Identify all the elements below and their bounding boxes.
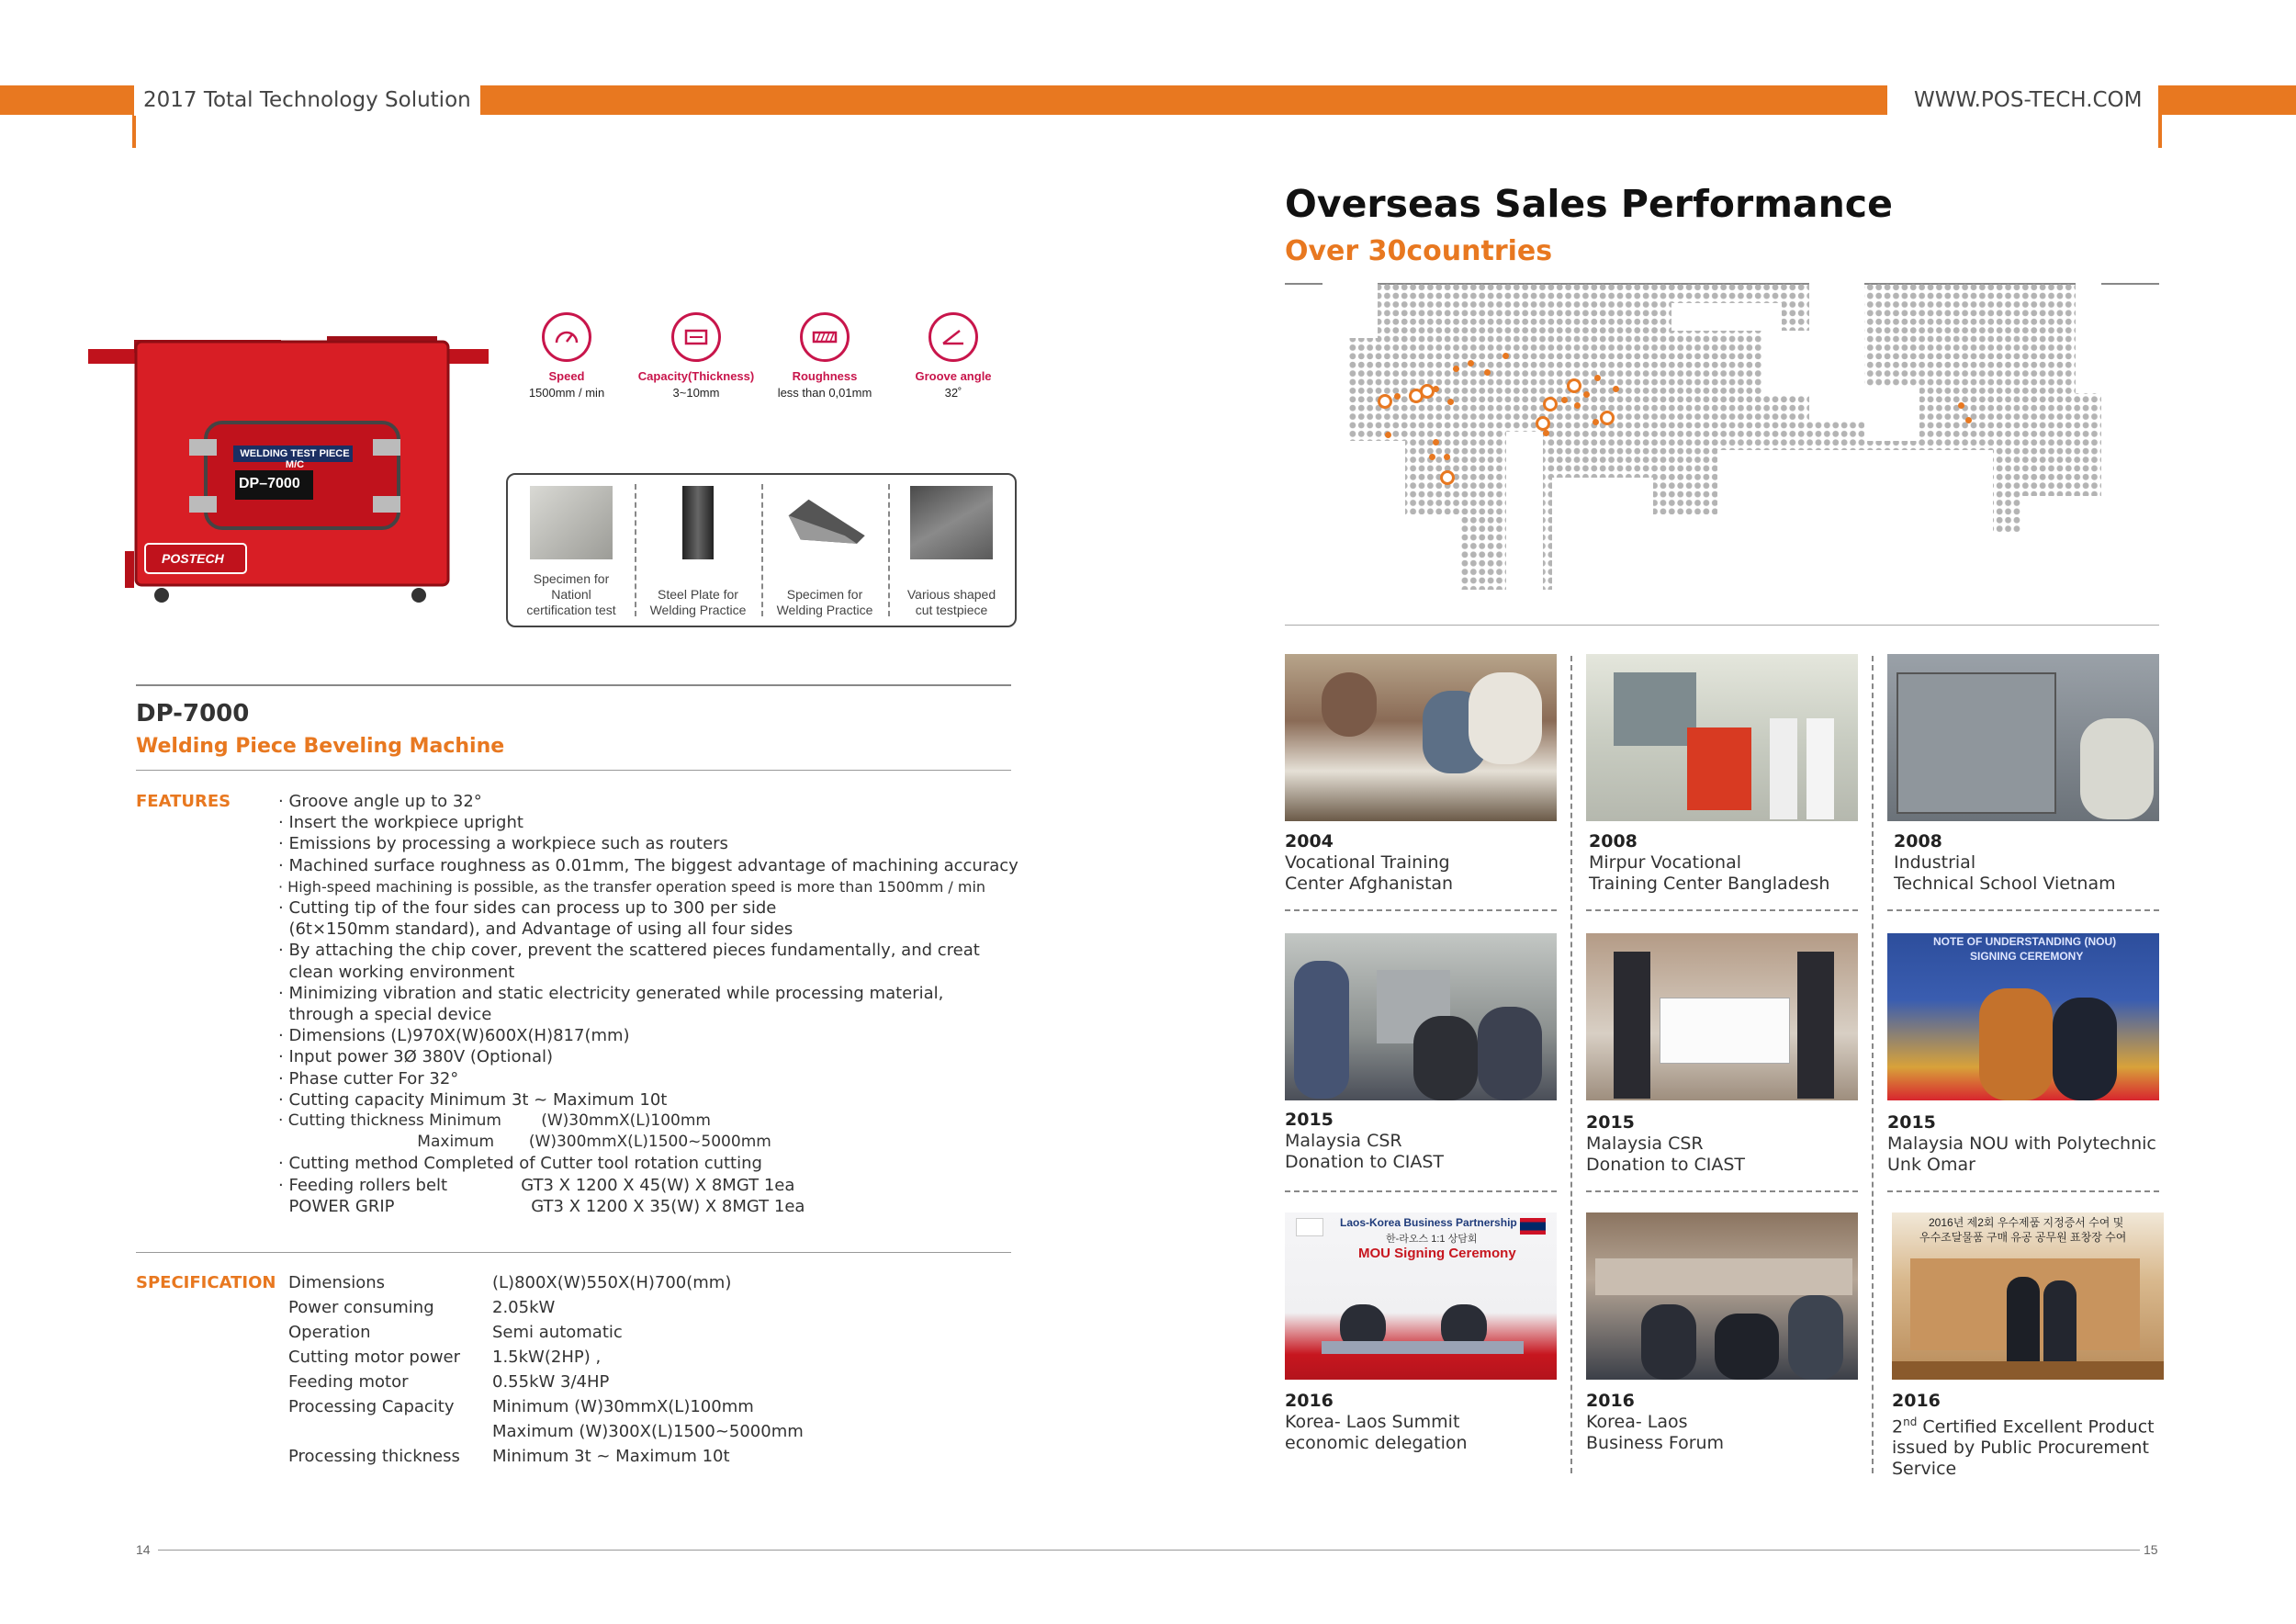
divider [136,1252,1011,1253]
specimen-steel-image [682,486,714,559]
feature-item: · Groove angle up to 32° [278,792,482,811]
spec-speed-label: Speed [548,369,585,383]
photo-bangladesh [1586,654,1858,821]
caption-line: Industrial [1894,852,1976,873]
header-band-middle [455,85,1887,115]
spec-row [288,1422,804,1441]
laos-flag-icon [1520,1218,1546,1235]
mou-banner-title: MOU Signing Ceremony [1358,1246,1516,1261]
mou-banner-header: Laos-Korea Business Partnership [1340,1216,1517,1229]
caption-year: 2016 [1892,1391,1941,1411]
caption-line: issued by Public Procurement [1892,1438,2149,1459]
caption-line [1892,1412,2167,1438]
spec-name: Power consuming [288,1298,434,1317]
map-marker [1468,360,1474,367]
map-marker [1583,391,1590,398]
map-marker [1561,397,1568,403]
header-band-right [2158,85,2296,115]
divider [136,684,1011,686]
caption-year: 2015 [1887,1112,1936,1133]
page-number-left: 14 [136,1542,151,1557]
thickness-icon [671,312,721,362]
divider [136,770,1011,771]
map-marker [1593,419,1599,425]
page-subtitle: Over 30countries [1285,235,1553,267]
spec-row [288,1323,623,1342]
spec-groove-value: 32˚ [944,386,962,400]
caption-year: 2016 [1285,1391,1334,1411]
spec-value: Minimum (W)30mmX(L)100mm [492,1397,754,1416]
map-marker [1574,402,1581,409]
spec-value: Maximum (W)300X(L)1500~5000mm [492,1422,804,1441]
map-ocean [1322,283,1378,338]
photo-caption [1285,1391,1560,1454]
caption-line: Service [1892,1459,1957,1480]
spec-row [288,1397,754,1416]
caption-line: Business Forum [1586,1433,1725,1453]
machine-label-plate: WELDING TEST PIECE M/C [240,448,350,470]
caption-year: 2016 [1586,1391,1635,1411]
map-ocean [1506,432,1543,590]
map-ocean [1717,450,1993,590]
cert-banner-line1: 2016년 제2회 우수제품 지정증서 수여 및 [1929,1216,2124,1229]
spec-groove-angle [884,312,1022,400]
divider [1570,656,1572,1473]
map-marker [1447,399,1454,405]
feature-item: · Cutting thickness Minimum (W)30mmX(L)100mm [278,1111,711,1131]
caption-line: Korea- Laos Summit [1285,1412,1460,1432]
features-label: FEATURES [136,792,231,811]
feature-item: · High-speed machining is possible, as the transfer operation speed is more than 1500mm / min [278,877,986,896]
speedometer-icon [542,312,591,362]
photo-caption [1887,1112,2163,1176]
page-number-right: 15 [2144,1542,2158,1557]
map-marker [1394,393,1401,400]
feature-item: · Cutting tip of the four sides can process up to 300 per side [278,898,777,919]
caption-line: Training Center Bangladesh [1589,874,1830,894]
photo-korea-laos-forum [1586,1212,1858,1380]
map-marker [1385,432,1391,438]
nou-banner-title: NOTE OF UNDERSTANDING (NOU) [1933,935,2117,948]
spec-row [288,1348,601,1367]
specimen-text: cut testpiece [915,603,988,617]
map-marker [1567,378,1581,393]
photo-malaysia-csr-1 [1285,933,1557,1100]
spec-value: 2.05kW [492,1298,556,1317]
mou-banner-korean: 한-라오스 1:1 상담회 [1386,1234,1478,1245]
korea-flag-icon [1296,1218,1323,1236]
caption-line: Donation to CIAST [1586,1155,1746,1175]
spec-value: 1.5kW(2HP) , [492,1348,602,1367]
specimen-text: Welding Practice [649,603,747,617]
spec-name: Processing Capacity [288,1397,455,1416]
feature-item: · Cutting capacity Minimum 3t ~ Maximum 10t [278,1089,668,1110]
feature-item: · Machined surface roughness as 0.01mm, The biggest advantage of machining accuracy [278,855,1019,875]
header-url[interactable]: WWW.POS-TECH.COM [1905,85,2152,116]
specimen-item [635,475,761,626]
photo-malaysia-nou [1887,933,2159,1100]
map-marker [1444,454,1450,460]
cert-ordinal: 2 [1892,1416,1904,1438]
map-ocean [1322,441,1405,590]
spec-capacity-label: Capacity(Thickness) [637,369,755,383]
map-marker [1378,394,1392,409]
map-ocean [1763,331,1809,395]
divider [1285,1190,1557,1192]
photo-malaysia-csr-2 [1586,933,1858,1100]
caption-line: Donation to CIAST [1285,1152,1445,1172]
divider [1887,909,2159,911]
map-marker [1420,384,1435,399]
photo-caption [1586,1112,1862,1176]
map-marker [1965,417,1972,423]
cert-ordinal-suffix: nd [1903,1415,1918,1428]
header-tick-right [2158,85,2162,148]
photo-certified-product [1892,1212,2164,1380]
specimen-text: certification test [526,603,616,617]
feature-item: · Feeding rollers belt GT3 X 1200 X 45(W) X 8MGT 1ea [278,1175,795,1195]
features-list [278,791,1019,1217]
map-ocean [1653,514,1717,590]
specimen-item [888,475,1015,626]
nou-banner-sub: SIGNING CEREMONY [1970,950,2084,963]
spec-name: Operation [288,1323,371,1342]
cert-banner-line2: 우수조달물품 구매 유공 공무원 표창장 수여 [1919,1231,2127,1244]
page-title: Overseas Sales Performance [1285,182,1893,226]
spec-row [288,1372,609,1392]
feature-item: clean working environment [278,962,515,982]
photo-vietnam [1887,654,2159,821]
feature-item: POWER GRIP GT3 X 1200 X 35(W) X 8MGT 1ea [278,1196,805,1216]
caption-year: 2008 [1589,831,1638,851]
photo-caption [1285,1110,1560,1173]
map-marker [1543,430,1549,436]
feature-item: · Minimizing vibration and static electricity generated while processing material, [278,983,944,1003]
divider [1586,1190,1858,1192]
caption-year: 2015 [1285,1110,1334,1130]
map-marker [1600,411,1615,425]
spec-value: (L)800X(W)550X(H)700(mm) [492,1273,732,1292]
spec-name: Cutting motor power [288,1348,461,1367]
header-band-left [0,85,136,115]
spec-row [288,1447,730,1466]
specimen-item [508,475,635,626]
feature-item: · Input power 3Ø 380V (Optional) [278,1047,554,1067]
specimen-item [761,475,888,626]
spec-name: Feeding motor [288,1372,409,1392]
divider [1586,909,1858,911]
feature-item: · By attaching the chip cover, prevent the scattered pieces fundamentally, and creat [278,941,980,961]
caption-year: 2015 [1586,1112,1635,1133]
map-ocean [1405,514,1460,590]
spec-capacity-value: 3~10mm [672,386,720,400]
caption-line: Mirpur Vocational [1589,852,1741,873]
map-marker [1433,439,1439,445]
spec-roughness-value: less than 0,01mm [777,386,872,400]
feature-item: · Dimensions (L)970X(W)600X(H)817(mm) [278,1026,630,1046]
caption-line: Unk Omar [1887,1155,1975,1175]
map-ocean [1809,283,1864,421]
spec-roughness-label: Roughness [792,369,858,383]
divider [1285,625,2159,626]
specimen-text: Nationl [551,587,591,602]
product-subtitle: Welding Piece Beveling Machine [136,735,505,758]
spec-roughness [756,312,894,400]
map-marker [1613,386,1619,392]
caption-line: Malaysia CSR [1285,1131,1402,1151]
spec-row [288,1273,731,1292]
specimen-plate-image [530,486,613,559]
photo-caption [1894,831,2169,895]
map-ocean [1552,478,1653,590]
specimen-text: Specimen for [786,587,863,602]
map-ocean [2076,283,2101,393]
map-ocean [1993,533,2030,590]
specimen-bevel-image [774,491,875,556]
feature-item: · Insert the workpiece upright [278,813,523,833]
specification-label: SPECIFICATION [136,1273,276,1292]
map-marker [1429,454,1435,460]
spec-speed [498,312,636,400]
spec-name: Processing thickness [288,1447,460,1466]
spec-capacity [627,312,765,400]
feature-item: through a special device [278,1005,492,1025]
photo-caption [1589,831,1864,895]
header-title: 2017 Total Technology Solution [134,85,480,116]
machine-model-badge: DP–7000 [239,476,300,491]
divider [1887,1190,2159,1192]
spec-speed-value: 1500mm / min [528,386,605,400]
specimen-cut-image [910,486,993,559]
map-marker [1536,416,1550,431]
angle-icon [929,312,978,362]
map-ocean [1864,386,1919,441]
feature-item: · Cutting method Completed of Cutter tool rotation cutting [278,1154,762,1174]
spec-value: 0.55kW 3/4HP [492,1372,610,1392]
specimen-text: Steel Plate for [658,587,738,602]
photo-afghanistan [1285,654,1557,821]
machine-image [88,331,489,606]
spec-groove-label: Groove angle [915,369,992,383]
specimen-text: Specimen for [533,571,610,586]
map-marker [1958,402,1964,409]
spec-row [288,1298,555,1317]
map-marker [1543,397,1558,412]
feature-item: · Phase cutter For 32° [278,1068,459,1088]
spec-value: Semi automatic [492,1323,623,1342]
map-marker [1594,375,1601,381]
map-marker [1453,366,1459,372]
map-ocean [2020,496,2101,590]
feature-item: Maximum (W)300mmX(L)1500~5000mm [278,1133,771,1152]
footer-rule [158,1550,2140,1551]
roughness-icon [800,312,850,362]
caption-line: Malaysia NOU with Polytechnic [1887,1133,2156,1154]
caption-line: Technical School Vietnam [1894,874,2116,894]
map-marker [1433,386,1439,392]
specimens-panel [506,473,1017,627]
spec-name: Dimensions [288,1273,386,1292]
caption-line: Korea- Laos [1586,1412,1688,1432]
photo-caption [1285,831,1560,895]
specimen-text: Welding Practice [776,603,873,617]
product-name: DP-7000 [136,700,250,727]
caption-line-text: Certified Excellent Product [1922,1416,2155,1438]
photo-caption [1892,1391,2167,1480]
machine-brand: POSTECH [162,551,224,566]
feature-item: (6t×150mm standard), and Advantage of using all four sides [278,919,793,940]
divider [1285,909,1557,911]
map-marker [1484,369,1491,376]
caption-line: Center Afghanistan [1285,874,1454,894]
caption-line: Vocational Training [1285,852,1450,873]
photo-caption [1586,1391,1862,1454]
caption-line: economic delegation [1285,1433,1468,1453]
caption-year: 2008 [1894,831,1942,851]
spec-value: Minimum 3t ~ Maximum 10t [492,1447,730,1466]
divider [1872,656,1874,1473]
caption-year: 2004 [1285,831,1334,851]
map-ocean [1671,303,1782,331]
feature-item: · Emissions by processing a workpiece such as routers [278,834,728,854]
photo-korea-laos-summit [1285,1212,1557,1380]
specimen-text: Various shaped [906,587,996,602]
map-marker [1440,470,1455,485]
map-marker [1503,353,1509,359]
caption-line: Malaysia CSR [1586,1133,1704,1154]
